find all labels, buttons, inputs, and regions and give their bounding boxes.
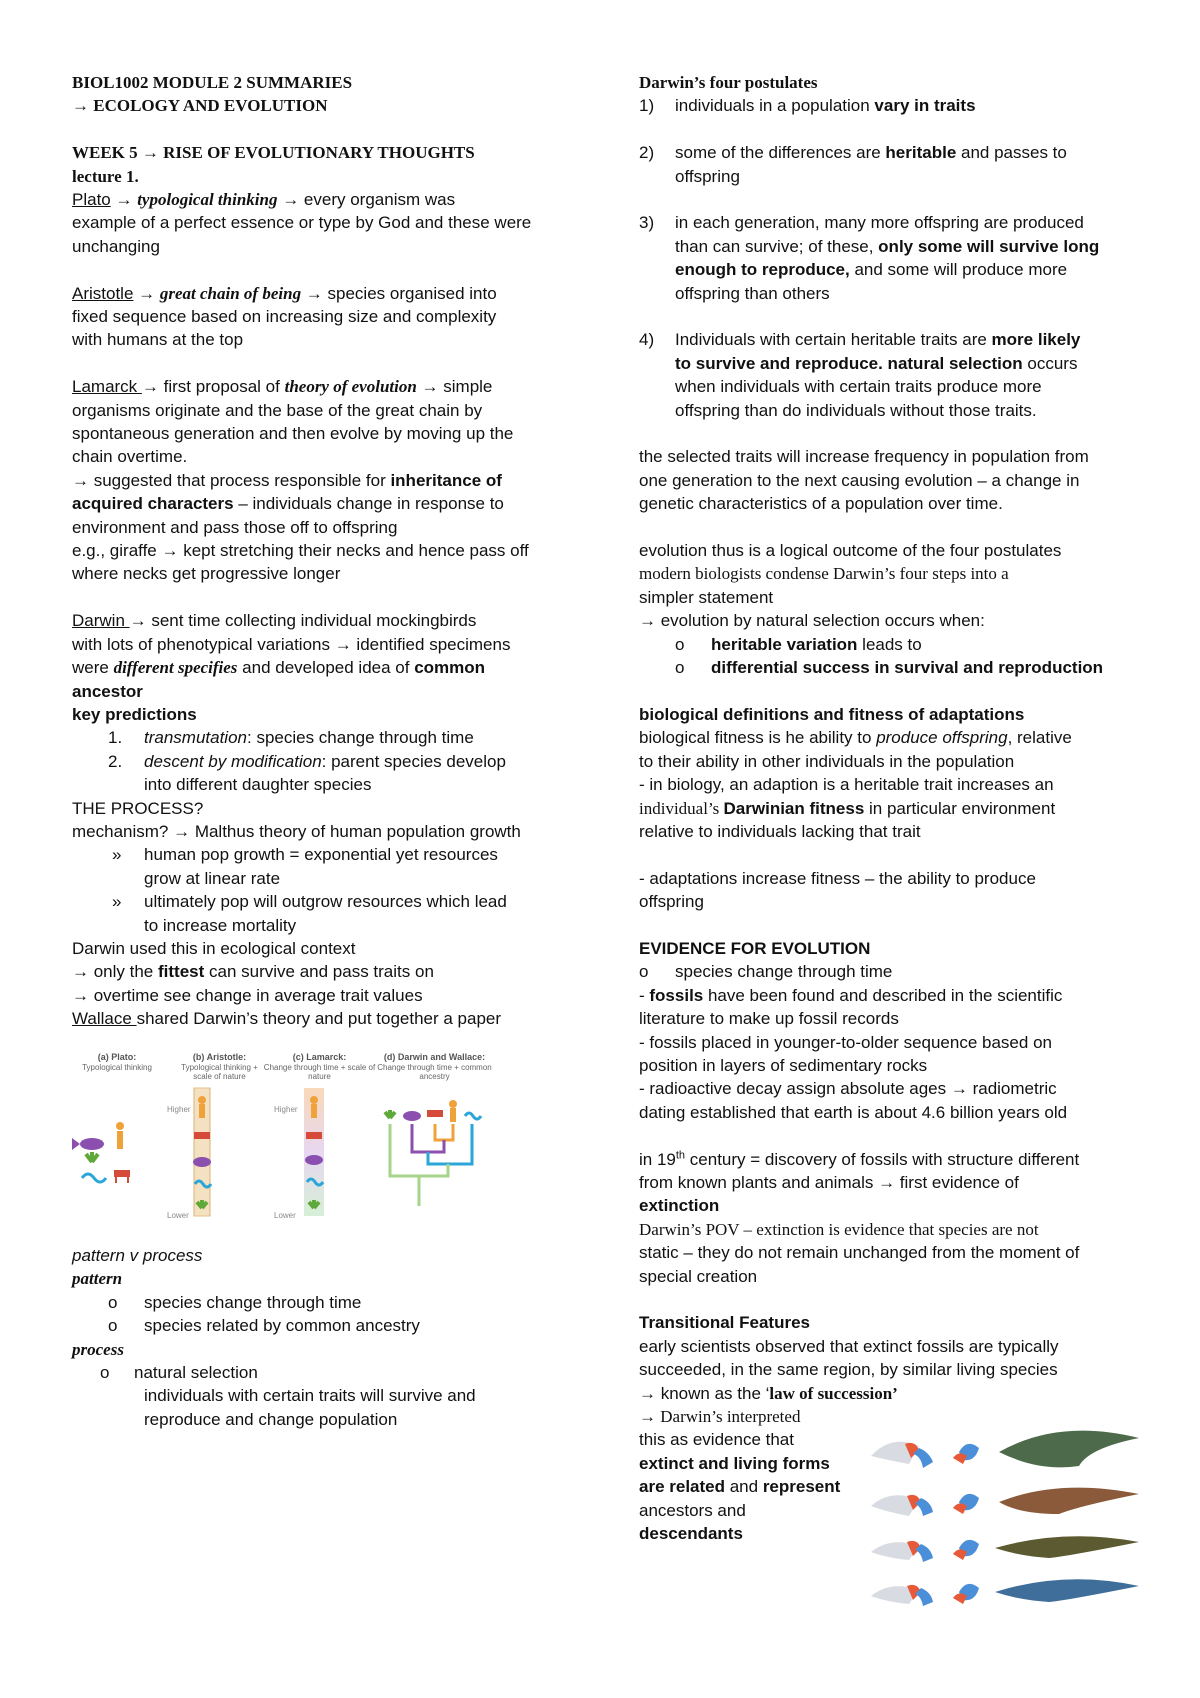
list-item: 1. transmutation: species change through time	[108, 728, 474, 748]
fin-column	[953, 1444, 979, 1604]
fossil-diagram	[867, 1418, 1145, 1608]
fish-icon	[80, 1138, 104, 1150]
lamarck-panel	[304, 1088, 324, 1216]
list-item: o natural selection	[100, 1363, 258, 1383]
process-heading: THE PROCESS?	[72, 798, 204, 818]
transitional-paragraph: Transitional Features early scientists observed that extinct fossils are typically succeeded, in the same region, by similar living species → known as the ‘law of succession’ → Darwin’s interpreted this as evidence that extinct and living forms are related and represent ancestors and descendants	[639, 1311, 1139, 1545]
week-heading: WEEK 5 → RISE OF EVOLUTIONARY THOUGHTS	[72, 143, 475, 163]
higher-label: Higher	[167, 1105, 191, 1114]
evolution-diagram	[72, 1052, 502, 1232]
transitional-fossils-figure	[867, 1418, 1145, 1608]
fish-icon	[995, 1579, 1139, 1602]
plato-panel	[72, 1122, 130, 1183]
animal-column	[995, 1431, 1139, 1602]
higher-label: Higher	[274, 1105, 298, 1114]
worm-icon	[82, 1174, 106, 1182]
list-item: o differential success in survival and reproduction	[675, 658, 1104, 678]
lamarck-paragraph: Lamarck → first proposal of theory of evolution → simple organisms originate and the base of the great chain by spontaneous generation and then evolve by moving up the chain overtime. → suggested that process responsible for inheritance of acquired characters – individuals change in response to environment and pass those off to offspring e.g., giraffe → kept stretching their necks and hence pass off where necks get progressive longer	[72, 377, 529, 584]
evolution-thought-figure: (a) Plato: Typological thinking (b) Aristotle: Typological thinking + scale of nature (c) Lamarck: Change through time + scale of nature (d) Darwin and Wallace: Change through time + common ancestry Higher Lower Higher Lower	[72, 1052, 502, 1232]
fitness-heading: biological definitions and fitness of adaptations	[639, 704, 1025, 724]
evidence-paragraph: EVIDENCE FOR EVOLUTION o species change through time - fossils have been found and described in the scientific literature to make up fossil records - fossils placed in younger-to-older sequence based on position in layers of sedimentary rocks - radioactive decay assign absolute ages → radiometric dating established that earth is about 4.6 billion years old	[639, 937, 1139, 1124]
list-item: 1) individuals in a population vary in traits	[639, 96, 976, 116]
left-column	[72, 71, 572, 1031]
list-item: 3) in each generation, many more offspring are produced than can survive; of these, only some will survive long enough to reproduce, and some will produce more offspring than others	[639, 213, 1100, 303]
century-paragraph: in 19th century = discovery of fossils with structure different from known plants and animals → first evidence of extinction Darwin’s POV – extinction is evidence that species are not static – they do not remain unchanged from the moment of special creation	[639, 1148, 1080, 1286]
selected-traits-paragraph: the selected traits will increase frequency in population from one generation to the next causing evolution – a change in genetic characteristics of a population over time.	[639, 447, 1089, 514]
list-item: » ultimately pop will outgrow resources which lead	[112, 892, 507, 912]
dog-icon	[114, 1170, 130, 1177]
list-item: 4) Individuals with certain heritable traits are more likely to survive and reproduce. natural selection occurs when individuals with certain traits produce more offspring than do individuals without those traits.	[639, 330, 1081, 420]
amphibian-icon	[999, 1488, 1139, 1514]
lobefin-icon	[995, 1536, 1139, 1558]
list-item: » human pop growth = exponential yet resources	[112, 845, 498, 865]
lecture-heading: lecture 1.	[72, 166, 139, 186]
fitness-paragraph: biological definitions and fitness of adaptations biological fitness is he ability to produce offspring, relative to their ability in other individuals in the population - in biology, an adaption is a heritable trait increases an individual’s Darwinian fitness in particular environment relative to individuals lacking that trait - adaptations increase fitness – the ability to produce offspring	[639, 703, 1139, 914]
evidence-heading: EVIDENCE FOR EVOLUTION	[639, 938, 871, 958]
transitional-heading: Transitional Features	[639, 1313, 810, 1333]
lower-label: Lower	[167, 1211, 189, 1220]
doc-title: BIOL1002 MODULE 2 SUMMARIES	[72, 73, 353, 92]
logical-outcome-paragraph: evolution thus is a logical outcome of the four postulates modern biologists condense Darwin’s four steps into a simpler statement → evolution by natural selection occurs when: o heritable variation leads to o differential success in survival and reproduction	[639, 539, 1139, 679]
list-item: o heritable variation leads to	[675, 634, 922, 654]
plato-paragraph: Plato → typological thinking → every organism was example of a perfect essence or type by God and these were unchanging	[72, 190, 532, 256]
list-item: 2. descent by modification: parent species develop	[108, 751, 506, 771]
darwin-wallace-panel	[385, 1100, 481, 1206]
list-item: o species change through time	[639, 962, 893, 982]
darwin-paragraph: Darwin → sent time collecting individual mockingbirds with lots of phenotypical variations → identified specimens were different specifies and developed idea of common ancestor key predictions 1. transmutation: species change through time 2. descent by modification: parent species develop into different daughter species THE PROCESS? mechanism? → Malthus theory of human population growth » human pop growth = exponential yet resources grow at linear rate » ultimately pop will outgrow resources which lead to increase mortality Darwin used this in ecological context → only the fittest can survive and pass traits on → overtime see change in average trait values Wallace shared Darwin’s theory and put together a paper	[72, 609, 572, 1030]
tetrapod-icon	[999, 1431, 1139, 1468]
postulates-heading: Darwin’s four postulates	[639, 73, 818, 92]
aristotle-panel	[193, 1088, 211, 1216]
aristotle-paragraph: Aristotle → great chain of being → species organised into fixed sequence based on increasing size and complexity with humans at the top	[72, 283, 497, 350]
doc-subtitle: → ECOLOGY AND EVOLUTION	[72, 96, 328, 116]
lower-label: Lower	[274, 1211, 296, 1220]
list-item: 2) some of the differences are heritable and passes to offspring	[639, 143, 1067, 186]
right-column	[639, 71, 1139, 1545]
limb-column	[871, 1442, 933, 1606]
list-item: o species change through time	[108, 1292, 362, 1312]
human-icon	[116, 1122, 124, 1130]
key-predictions-heading: key predictions	[72, 704, 197, 724]
list-item: o species related by common ancestry	[108, 1316, 420, 1336]
plant-icon	[86, 1152, 98, 1162]
pattern-process-section: pattern v process pattern o species change through time o species related by common ancestry process o natural selection individuals with certain traits will survive and reproduce and change population	[72, 1244, 572, 1431]
